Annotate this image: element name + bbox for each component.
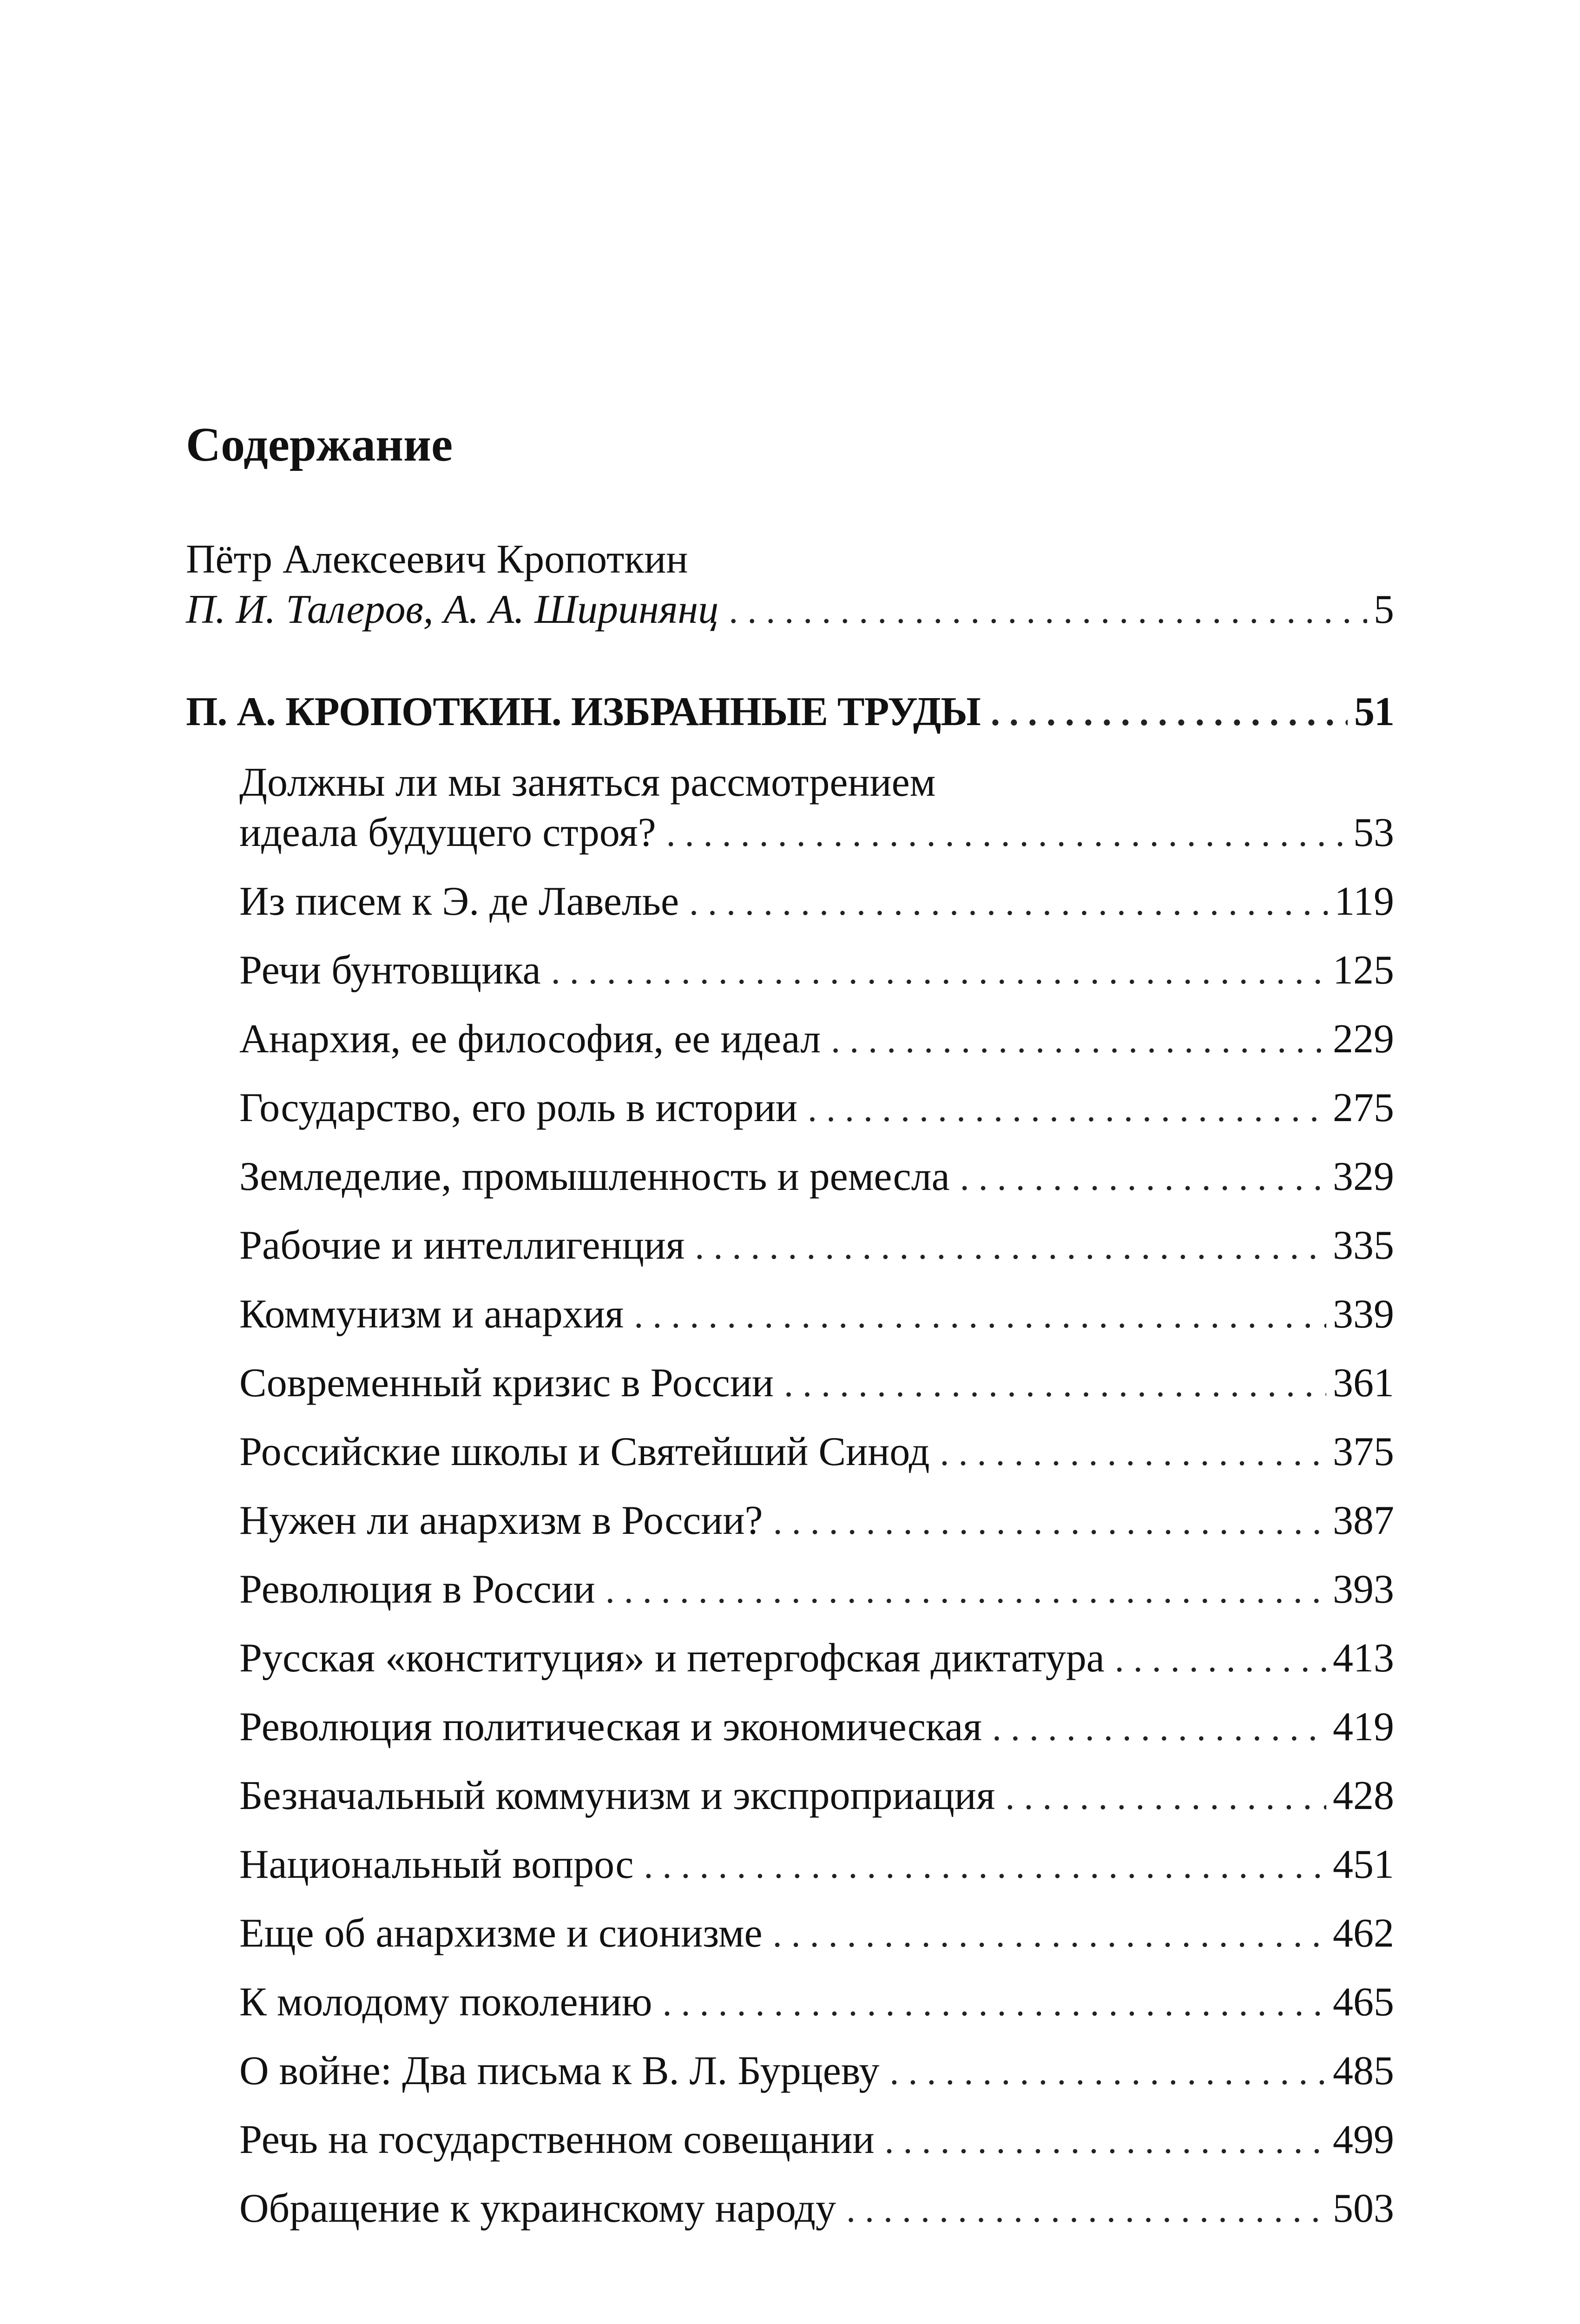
dot-leader <box>784 1359 1326 1409</box>
section-title: П. А. КРОПОТКИН. ИЗБРАННЫЕ ТРУДЫ <box>186 689 981 734</box>
page-number: 393 <box>1333 1567 1394 1612</box>
entry-title: Революция в России <box>239 1567 595 1612</box>
toc-entry[interactable] <box>239 1977 1394 2028</box>
toc-entry[interactable] <box>239 1702 1394 1753</box>
dot-leader <box>808 1084 1326 1134</box>
toc-entry[interactable] <box>239 2115 1394 2166</box>
toc-entry[interactable] <box>239 1771 1394 1822</box>
page-number: 229 <box>1333 1017 1394 1062</box>
page-number: 5 <box>1374 587 1394 632</box>
dot-leader <box>666 809 1347 859</box>
table-of-contents <box>186 535 1394 2235</box>
toc-entry[interactable] <box>239 1633 1394 1684</box>
page-number: 503 <box>1333 2186 1394 2231</box>
page-number: 428 <box>1333 1773 1394 1818</box>
page-number: 339 <box>1333 1292 1394 1337</box>
entry-title: Русская «конституция» и петергофская диктатура <box>239 1636 1105 1681</box>
page-number: 361 <box>1333 1360 1394 1406</box>
page-number: 485 <box>1333 2048 1394 2093</box>
toc-entry[interactable] <box>239 758 1394 859</box>
entry-title: Земледелие, промышленность и ремесла <box>239 1154 950 1199</box>
entry-title: Еще об анархизме и сионизме <box>239 1911 763 1956</box>
entry-title: Российские школы и Святейший Синод <box>239 1429 930 1474</box>
dot-leader <box>885 2116 1326 2166</box>
page-number: 53 <box>1353 810 1394 855</box>
toc-entry[interactable] <box>239 945 1394 997</box>
toc-entry[interactable] <box>239 1908 1394 1960</box>
toc-entry[interactable] <box>239 1289 1394 1340</box>
entry-title: Анархия, ее философия, ее идеал <box>239 1017 821 1062</box>
entry-title: идеала будущего строя? <box>239 810 656 855</box>
dot-leader <box>663 1978 1326 2028</box>
dot-leader <box>729 586 1367 636</box>
dot-leader <box>695 1221 1326 1272</box>
page-number: 465 <box>1333 1980 1394 2025</box>
toc-entry[interactable] <box>239 1152 1394 1203</box>
intro-authors: П. И. Талеров, А. А. Ширинянц <box>186 587 719 632</box>
toc-section-entry[interactable] <box>186 687 1394 738</box>
page-number: 275 <box>1333 1085 1394 1130</box>
dot-leader <box>1005 1772 1326 1822</box>
dot-leader <box>1115 1634 1326 1684</box>
toc-entry[interactable] <box>239 1221 1394 1272</box>
entry-title: Революция политическая и экономическая <box>239 1704 982 1750</box>
page-number: 329 <box>1333 1154 1394 1199</box>
entry-title: Нужен ли анархизм в России? <box>239 1498 763 1543</box>
entry-title-line: Должны ли мы заняться рассмотрением <box>239 760 936 805</box>
dot-leader <box>551 946 1326 997</box>
page-number: 119 <box>1334 879 1394 924</box>
dot-leader <box>991 688 1348 738</box>
entry-title: Коммунизм и анархия <box>239 1292 624 1337</box>
toc-entry[interactable] <box>239 1496 1394 1547</box>
page-number: 125 <box>1333 948 1394 993</box>
page-number: 451 <box>1333 1842 1394 1887</box>
toc-entry[interactable] <box>239 2046 1394 2097</box>
toc-entry[interactable] <box>239 1358 1394 1409</box>
dot-leader <box>773 1497 1326 1547</box>
page-number: 335 <box>1333 1223 1394 1268</box>
dot-leader <box>889 2047 1326 2097</box>
dot-leader <box>689 878 1328 928</box>
entry-title: К молодому поколению <box>239 1980 652 2025</box>
toc-entry[interactable] <box>239 1565 1394 1616</box>
page-number: 499 <box>1333 2117 1394 2162</box>
toc-entry[interactable] <box>239 1427 1394 1478</box>
page-number: 419 <box>1333 1704 1394 1750</box>
entry-title: Рабочие и интеллигенция <box>239 1223 685 1268</box>
page-number: 51 <box>1354 689 1394 734</box>
entry-title: Речь на государственном совещании <box>239 2117 875 2162</box>
dot-leader <box>606 1565 1326 1616</box>
entry-title: Современный кризис в России <box>239 1360 774 1406</box>
dot-leader <box>634 1290 1326 1340</box>
dot-leader <box>992 1703 1326 1753</box>
toc-entry[interactable] <box>239 877 1394 928</box>
page-number: 413 <box>1333 1636 1394 1681</box>
dot-leader <box>940 1428 1326 1478</box>
entry-title: Государство, его роль в истории <box>239 1085 798 1130</box>
entry-title: Национальный вопрос <box>239 1842 634 1887</box>
entry-title: Из писем к Э. де Лавелье <box>239 879 679 924</box>
dot-leader <box>846 2185 1326 2235</box>
toc-entry[interactable] <box>239 1840 1394 1891</box>
page-number: 387 <box>1333 1498 1394 1543</box>
toc-entries-list <box>186 758 1394 2235</box>
entry-title: О войне: Два письма к В. Л. Бурцеву <box>239 2048 880 2093</box>
entry-title: Безначальный коммунизм и экспроприация <box>239 1773 995 1818</box>
toc-intro-entry[interactable] <box>186 535 1394 636</box>
dot-leader <box>644 1841 1326 1891</box>
page-number: 462 <box>1333 1911 1394 1956</box>
toc-entry[interactable] <box>239 1083 1394 1134</box>
toc-entry[interactable] <box>239 2184 1394 2235</box>
dot-leader <box>831 1015 1326 1065</box>
entry-title: Речи бунтовщика <box>239 948 541 993</box>
dot-leader <box>960 1153 1326 1203</box>
entry-title: Обращение к украинскому народу <box>239 2186 836 2231</box>
toc-title: Содержание <box>186 418 453 471</box>
page-number: 375 <box>1333 1429 1394 1474</box>
toc-entry[interactable] <box>239 1014 1394 1065</box>
dot-leader <box>773 1909 1326 1960</box>
intro-heading: Пётр Алексеевич Кропоткин <box>186 537 688 582</box>
